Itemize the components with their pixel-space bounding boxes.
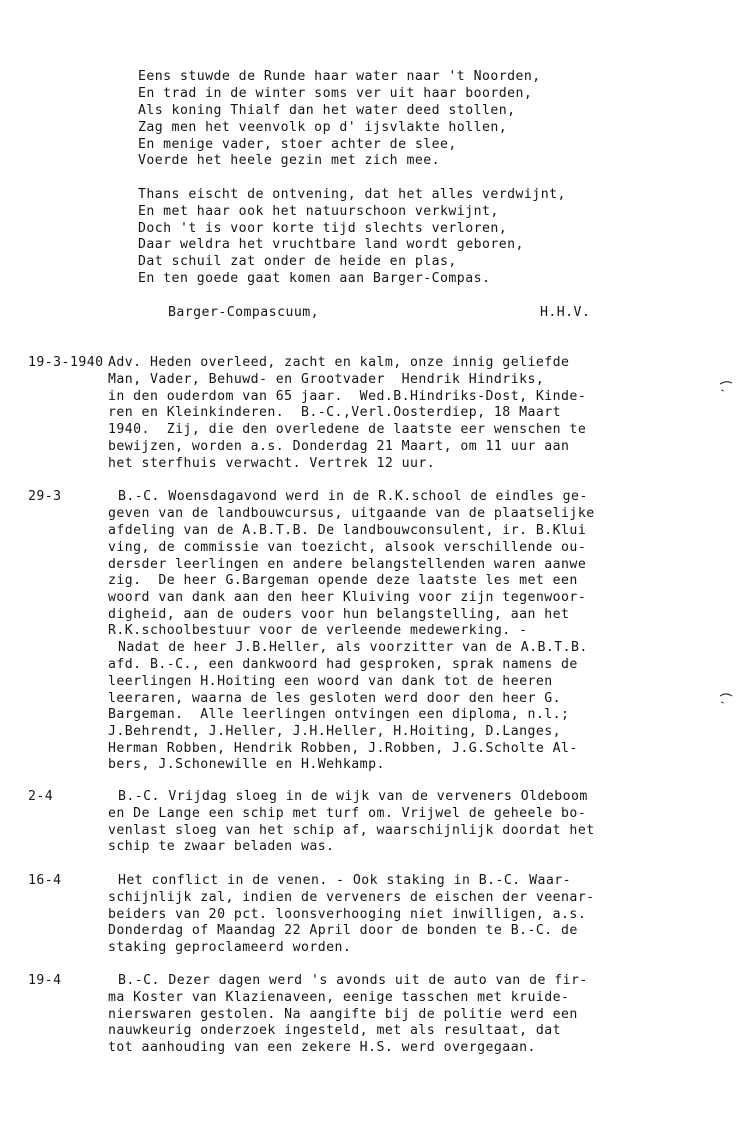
entry-line: venlast sloeg van het schip af, waarschijnlijk doordat het <box>108 823 595 838</box>
entry-line: ma Koster van Klazienaveen, eenige tasschen met kruide- <box>108 990 570 1005</box>
entry-line: Donderdag of Maandag 22 April door de bonden te B.-C. de <box>108 923 578 938</box>
poem-line: Voerde het heele gezin met zich mee. <box>138 153 441 168</box>
entry-date: 19-4 <box>28 973 62 988</box>
entry-line: en De Lange een schip met turf om. Vrijwel de geheele bo- <box>108 806 587 821</box>
poem-line: En menige vader, stoer achter de slee, <box>138 137 457 152</box>
entry-line: 1940. Zij, die den overledene de laatste eer wenschen te <box>108 422 587 437</box>
entry-line: digheid, aan de ouders voor hun belangstelling, aan het <box>108 607 570 622</box>
entry-line: afdeling van de A.B.T.B. De landbouwconsulent, ir. B.Klui <box>108 523 587 538</box>
poem-line: Daar weldra het vruchtbare land wordt geboren, <box>138 237 524 252</box>
entry-line: R.K.schoolbestuur voor de verleende medewerking. - <box>108 623 528 638</box>
punch-hole-mark <box>718 690 734 704</box>
entry-line: woord van dank aan den heer Kluiving voor zijn tegenwoor- <box>108 590 587 605</box>
entry-line: geven van de landbouwcursus, uitgaande van de plaatselijke <box>108 506 595 521</box>
entry-line: Man, Vader, Behuwd- en Grootvader Hendrik Hindriks, <box>108 372 545 387</box>
entry-date: 16-4 <box>28 873 62 888</box>
entry-line: Bargeman. Alle leerlingen ontvingen een diploma, n.l.; <box>108 707 570 722</box>
entry-line: beiders van 20 pct. loonsverhooging niet inwilligen, a.s. <box>108 907 587 922</box>
poem-initials: H.H.V. <box>540 305 591 320</box>
entry-line: nierswaren gestolen. Na aangifte bij de politie werd een <box>108 1007 578 1022</box>
poem-line: Doch 't is voor korte tijd slechts verloren, <box>138 221 508 236</box>
entry-line: B.-C. Dezer dagen werd 's avonds uit de auto van de fir- <box>118 973 588 988</box>
entry-line: J.Behrendt, J.Heller, J.H.Heller, H.Hoiting, D.Langes, <box>108 724 562 739</box>
entry-line: afd. B.-C., een dankwoord had gesproken, sprak namens de <box>108 657 578 672</box>
entry-line: bewijzen, worden a.s. Donderdag 21 Maart, om 11 uur aan <box>108 439 570 454</box>
punch-hole-mark <box>718 378 734 392</box>
poem-place: Barger-Compascuum, <box>168 305 320 320</box>
poem-line: En met haar ook het natuurschoon verkwijnt, <box>138 204 499 219</box>
entry-line: Herman Robben, Hendrik Robben, J.Robben, J.G.Scholte Al- <box>108 741 578 756</box>
entry-line: Het conflict in de venen. - Ook staking in B.-C. Waar- <box>118 873 572 888</box>
entry-line: B.-C. Woensdagavond werd in de R.K.school de eindles ge- <box>118 489 588 504</box>
entry-line: nauwkeurig onderzoek ingesteld, met als resultaat, dat <box>108 1023 562 1038</box>
entry-line: Nadat de heer J.B.Heller, als voorzitter van de A.B.T.B. <box>118 640 588 655</box>
entry-line: het sterfhuis verwacht. Vertrek 12 uur. <box>108 456 436 471</box>
entry-line: zig. De heer G.Bargeman opende deze laatste les met een <box>108 573 578 588</box>
entry-line: ren en Kleinkinderen. B.-C.,Verl.Oosterdiep, 18 Maart <box>108 405 562 420</box>
entry-line: in den ouderdom van 65 jaar. Wed.B.Hindriks-Dost, Kinde- <box>108 389 587 404</box>
entry-date: 19-3-1940 <box>28 355 104 370</box>
entry-line: B.-C. Vrijdag sloeg in de wijk van de verveners Oldeboom <box>118 789 588 804</box>
entry-line: dersder leerlingen en andere belangstellenden waren aanwe <box>108 557 587 572</box>
poem-line: Zag men het veenvolk op d' ijsvlakte hollen, <box>138 120 508 135</box>
poem-line: Als koning Thialf dan het water deed stollen, <box>138 103 516 118</box>
poem-line: En trad in de winter soms ver uit haar boorden, <box>138 86 533 101</box>
entry-line: leerlingen H.Hoiting een woord van dank tot de heeren <box>108 674 553 689</box>
entry-line: ving, de commissie van toezicht, alsook verschillende ou- <box>108 540 587 555</box>
poem-line: Thans eischt de ontvening, dat het alles verdwijnt, <box>138 187 566 202</box>
entry-line: bers, J.Schonewille en H.Wehkamp. <box>108 757 385 772</box>
entry-date: 2-4 <box>28 789 54 804</box>
entry-line: staking geproclameerd worden. <box>108 940 352 955</box>
entry-line: schijnlijk zal, indien de verveners de eischen der veenar- <box>108 890 595 905</box>
entry-line: leeraren, waarna de les gesloten werd door den heer G. <box>108 691 562 706</box>
entry-line: schip te zwaar beladen was. <box>108 839 335 854</box>
entry-date: 29-3 <box>28 489 62 504</box>
poem-line: En ten goede gaat komen aan Barger-Compas. <box>138 271 491 286</box>
poem-line: Dat schuil zat onder de heide en plas, <box>138 254 457 269</box>
entry-line: Adv. Heden overleed, zacht en kalm, onze innig geliefde <box>108 355 570 370</box>
poem-line: Eens stuwde de Runde haar water naar 't Noorden, <box>138 69 541 84</box>
entry-line: tot aanhouding van een zekere H.S. werd overgegaan. <box>108 1040 536 1055</box>
